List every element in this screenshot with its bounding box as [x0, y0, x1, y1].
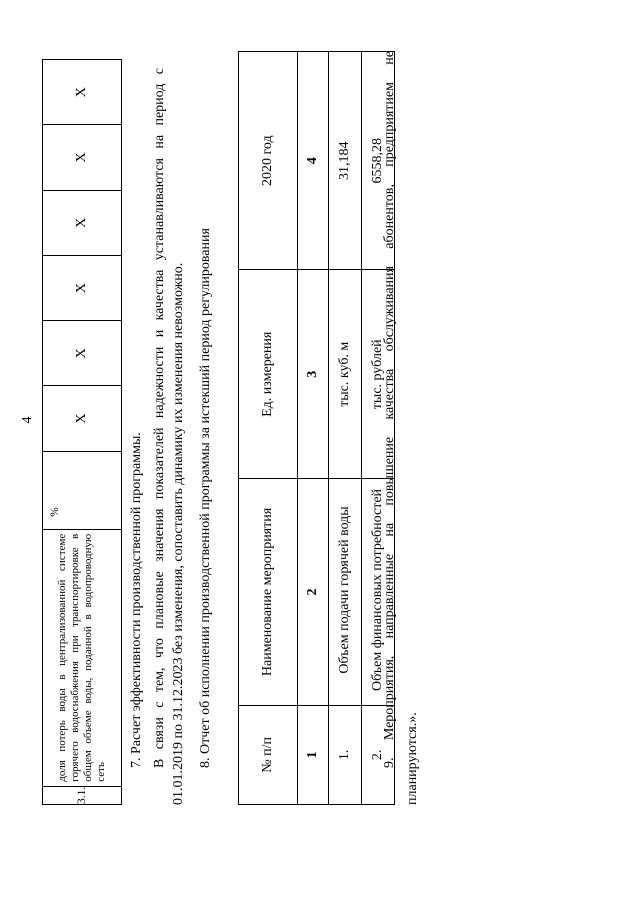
section-7-body-line-2: 01.01.2019 по 31.12.2023 без изменения, сопоставить динамику их изменения невозможно.	[171, 262, 186, 805]
indicator-unit: %	[43, 451, 122, 529]
table-row	[329, 52, 362, 805]
activity-name: Объем подачи горячей воды	[329, 479, 362, 706]
indicator-value: X	[43, 190, 122, 255]
indicators-table	[42, 59, 122, 805]
unit-cell: тыс. куб. м	[329, 270, 362, 479]
report-table	[238, 51, 395, 805]
value-cell: 6558,28	[362, 52, 395, 270]
indicator-value: X	[43, 255, 122, 320]
activity-name: Объем финансовых потребностей	[362, 479, 395, 706]
row-number: 1.	[329, 705, 362, 804]
header-cell: Наименование мероприятия	[239, 479, 298, 706]
section-7-body-line-1: В связи с тем, что плановые значения показателей надежности и качества устанавливаются на период с	[152, 68, 167, 768]
indicator-value: X	[43, 386, 122, 451]
value-cell: 31,184	[329, 52, 362, 270]
header-cell: 2020 год	[239, 52, 298, 270]
indicator-value: X	[43, 60, 122, 125]
index-cell: 4	[298, 52, 329, 270]
section-8-title: 8. Отчет об исполнении производственной программы за истекший период регулирования	[198, 228, 213, 768]
header-cell: Ед. измерения	[239, 270, 298, 479]
unit-cell: тыс. рублей	[362, 270, 395, 479]
indicator-value: X	[43, 125, 122, 190]
table-index-row	[298, 52, 329, 805]
section-9-line-2: планируются.».	[405, 712, 420, 805]
index-cell: 2	[298, 479, 329, 706]
index-cell: 3	[298, 270, 329, 479]
page-number: 4	[20, 416, 35, 424]
table-row	[43, 60, 122, 805]
index-cell: 1	[298, 705, 329, 804]
header-cell: № п/п	[239, 705, 298, 804]
section-7-title: 7. Расчет эффективности производственной программы.	[129, 432, 144, 768]
row-number: 2.	[362, 705, 395, 804]
row-number: 3.1.	[43, 786, 122, 804]
table-header-row	[239, 52, 298, 805]
indicator-description: доля потерь воды в централизованной системе горячего водоснабжения при транспортировке в общем объеме воды, поданной в водопроводную сеть	[43, 529, 122, 786]
indicator-value: X	[43, 321, 122, 386]
section-9-line-1: 9. Мероприятия, направленные на повышение качества обслуживания абонентов, предприятием не	[382, 51, 397, 768]
